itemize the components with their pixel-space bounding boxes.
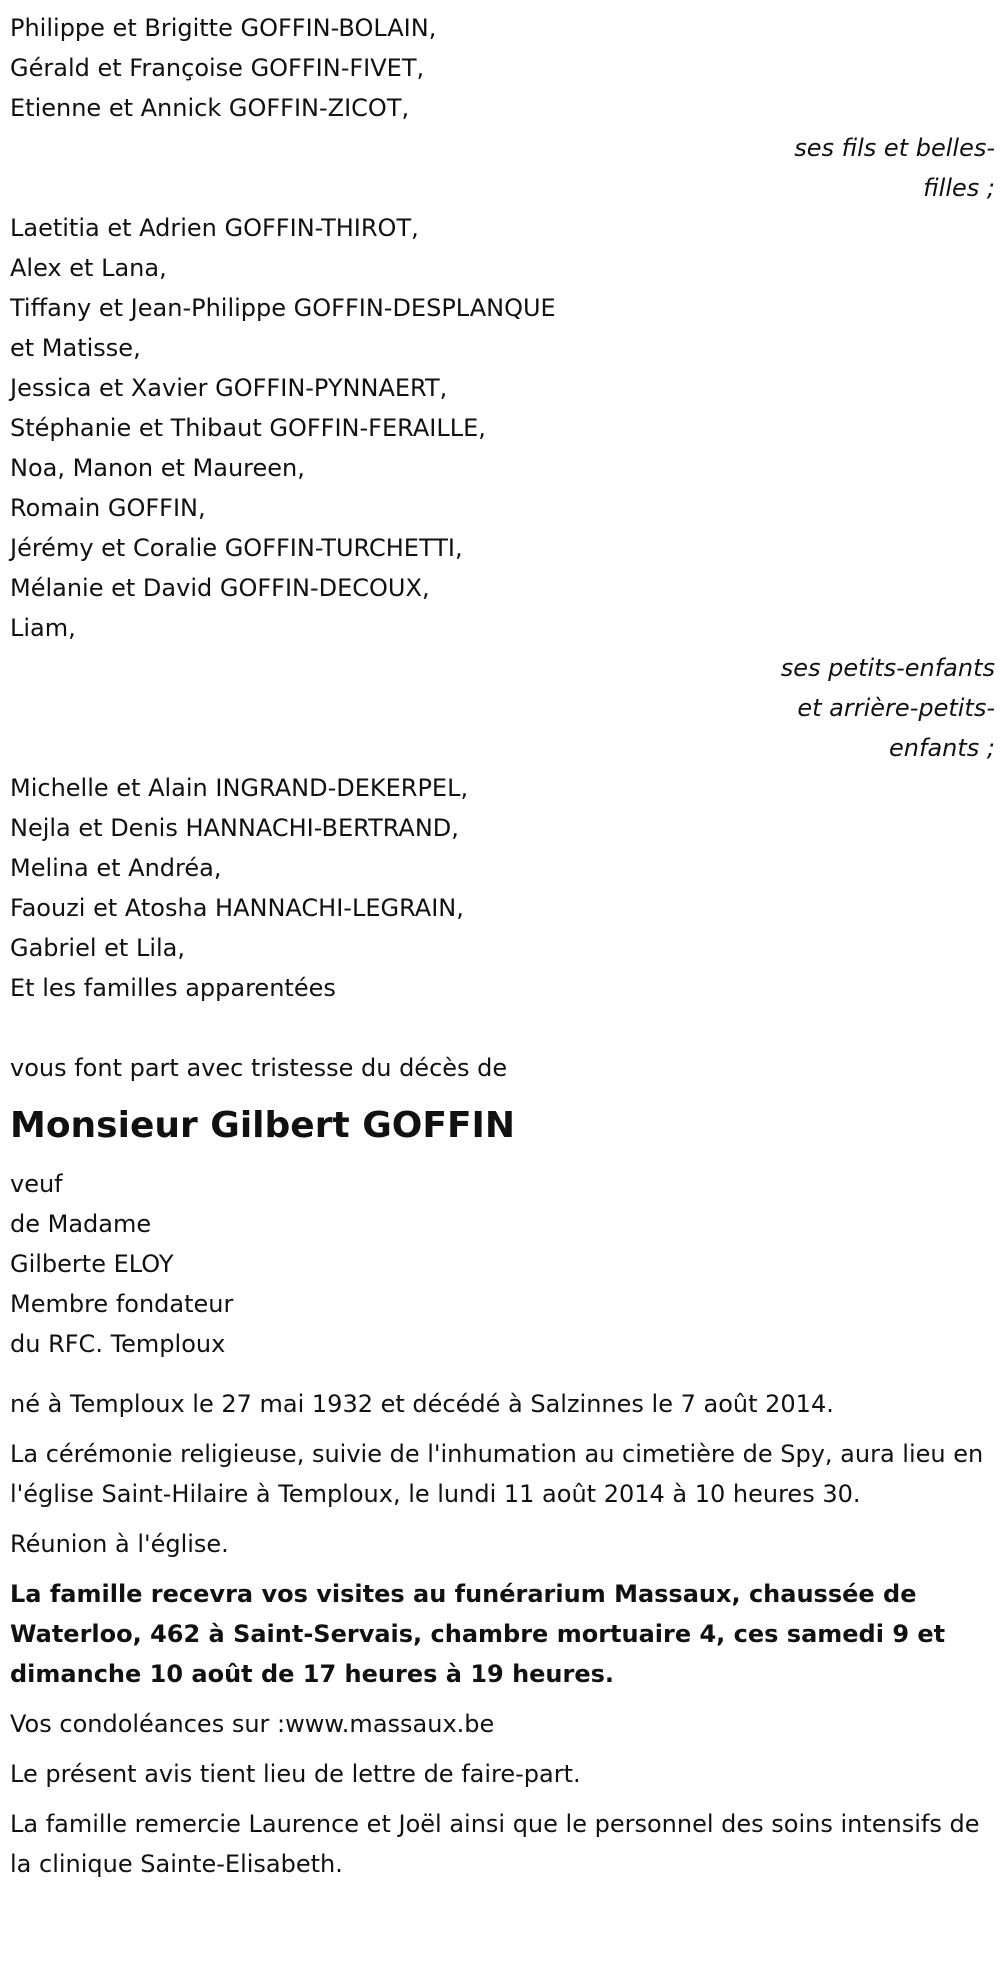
- grandchildren-line: Noa, Manon et Maureen,: [10, 454, 305, 482]
- notice-paragraph: Le présent avis tient lieu de lettre de faire-part.: [10, 1760, 581, 1788]
- relatives-line: Gabriel et Lila,: [10, 934, 185, 962]
- grandchildren-line: Mélanie et David GOFFIN-DECOUX,: [10, 574, 430, 602]
- grandchildren-line: Tiffany et Jean-Philippe GOFFIN-DESPLANQUE: [10, 294, 556, 322]
- deceased-detail-line: Membre fondateur: [10, 1290, 234, 1318]
- grandchildren-line: Alex et Lana,: [10, 254, 167, 282]
- sons-caption-line: filles ;: [923, 174, 995, 202]
- grandchildren-line: Romain GOFFIN,: [10, 494, 206, 522]
- ceremony-paragraph: La cérémonie religieuse, suivie de l'inhumation au cimetière de Spy, aura lieu en l'église Saint-Hilaire à Temploux, le lundi 11 août 2014 à 10 heures 30.: [10, 1440, 984, 1508]
- deceased-detail-line: veuf: [10, 1170, 63, 1198]
- deceased-details: [10, 1164, 995, 1364]
- grandchildren-line: Stéphanie et Thibaut GOFFIN-FERAILLE,: [10, 414, 486, 442]
- grandchildren-list: [10, 208, 995, 648]
- announcement-text: vous font part avec tristesse du décès de: [10, 1054, 508, 1082]
- relatives-line: Faouzi et Atosha HANNACHI-LEGRAIN,: [10, 894, 464, 922]
- details-paragraphs: [10, 1384, 990, 1884]
- thanks-paragraph: La famille remercie Laurence et Joël ainsi que le personnel des soins intensifs de la clinique Sainte-Elisabeth.: [10, 1810, 980, 1878]
- grandchildren-caption-line: enfants ;: [889, 734, 995, 762]
- relatives-list: [10, 768, 995, 1008]
- sons-line: Gérald et Françoise GOFFIN-FIVET,: [10, 54, 425, 82]
- birth-death-paragraph: né à Temploux le 27 mai 1932 et décédé à Salzinnes le 7 août 2014.: [10, 1390, 834, 1418]
- visits-paragraph: La famille recevra vos visites au funérarium Massaux, chaussée de Waterloo, 462 à Saint-Servais, chambre mortuaire 4, ces samedi 9 et dimanche 10 août de 17 heures à 19 heures.: [10, 1580, 946, 1688]
- meeting-paragraph: Réunion à l'église.: [10, 1530, 229, 1558]
- relatives-line: Melina et Andréa,: [10, 854, 222, 882]
- deceased-detail-line: du RFC. Temploux: [10, 1330, 226, 1358]
- deceased-detail-line: Gilberte ELOY: [10, 1250, 174, 1278]
- grandchildren-caption: [10, 648, 995, 768]
- grandchildren-line: Jérémy et Coralie GOFFIN-TURCHETTI,: [10, 534, 463, 562]
- sons-caption-line: ses fils et belles-: [794, 134, 995, 162]
- spacer: [10, 1008, 990, 1048]
- relatives-line: Et les familles apparentées: [10, 974, 336, 1002]
- relatives-line: Nejla et Denis HANNACHI-BERTRAND,: [10, 814, 459, 842]
- grandchildren-line: et Matisse,: [10, 334, 141, 362]
- relatives-line: Michelle et Alain INGRAND-DEKERPEL,: [10, 774, 469, 802]
- sons-caption: [10, 128, 995, 208]
- grandchildren-line: Jessica et Xavier GOFFIN-PYNNAERT,: [10, 374, 448, 402]
- deceased-detail-line: de Madame: [10, 1210, 152, 1238]
- deceased-name: Monsieur Gilbert GOFFIN: [10, 1105, 516, 1146]
- spacer: [10, 1364, 990, 1384]
- grandchildren-line: Laetitia et Adrien GOFFIN-THIROT,: [10, 214, 419, 242]
- sons-line: Etienne et Annick GOFFIN-ZICOT,: [10, 94, 410, 122]
- condolences-paragraph: Vos condoléances sur :www.massaux.be: [10, 1710, 495, 1738]
- grandchildren-caption-line: et arrière-petits-: [797, 694, 995, 722]
- grandchildren-line: Liam,: [10, 614, 76, 642]
- grandchildren-caption-line: ses petits-enfants: [780, 654, 995, 682]
- sons-line: Philippe et Brigitte GOFFIN-BOLAIN,: [10, 14, 437, 42]
- sons-list: [10, 8, 995, 128]
